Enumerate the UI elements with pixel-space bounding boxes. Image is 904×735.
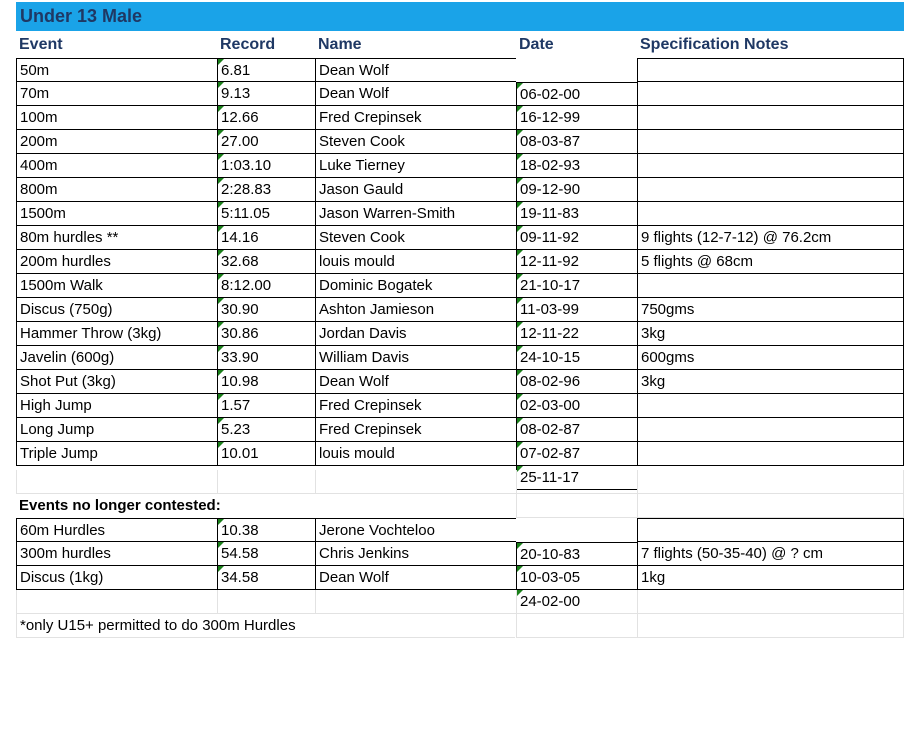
discontinued-row <box>16 566 904 610</box>
name-cell[interactable]: Dean Wolf <box>315 370 516 394</box>
notes-cell[interactable]: 750gms <box>637 298 904 322</box>
record-cell[interactable]: 8:12.00 <box>217 274 315 298</box>
notes-cell[interactable] <box>637 202 904 226</box>
record-cell[interactable]: 10.38 <box>217 518 315 542</box>
event-cell[interactable]: 70m <box>16 82 217 106</box>
notes-cell[interactable]: 3kg <box>637 322 904 346</box>
date-cell[interactable]: 24-10-15 <box>516 346 637 370</box>
date-cell[interactable]: 21-10-17 <box>516 274 637 298</box>
date-cell[interactable]: 20-10-83 <box>516 542 637 566</box>
event-cell[interactable]: 400m <box>16 154 217 178</box>
date-cell[interactable]: 08-02-87 <box>516 418 637 442</box>
record-cell[interactable]: 5.23 <box>217 418 315 442</box>
record-cell[interactable]: 9.13 <box>217 82 315 106</box>
name-cell[interactable]: Dean Wolf <box>315 566 516 590</box>
header-name: Name <box>318 36 362 53</box>
event-cell[interactable]: High Jump <box>16 394 217 418</box>
name-cell[interactable]: louis mould <box>315 442 516 466</box>
name-cell[interactable]: Chris Jenkins <box>315 542 516 566</box>
date-cell[interactable]: 19-11-83 <box>516 202 637 226</box>
record-cell[interactable]: 5:11.05 <box>217 202 315 226</box>
record-cell[interactable]: 32.68 <box>217 250 315 274</box>
date-cell[interactable]: 10-03-05 <box>516 566 637 590</box>
notes-cell[interactable] <box>637 130 904 154</box>
header-event: Event <box>19 36 63 53</box>
discontinued-title: Events no longer contested: <box>19 497 221 514</box>
record-cell[interactable]: 14.16 <box>217 226 315 250</box>
notes-cell[interactable] <box>637 178 904 202</box>
name-cell[interactable]: louis mould <box>315 250 516 274</box>
name-cell[interactable]: Steven Cook <box>315 130 516 154</box>
record-row <box>16 442 904 486</box>
name-cell[interactable]: Luke Tierney <box>315 154 516 178</box>
header-date: Date <box>519 36 554 53</box>
record-cell[interactable]: 6.81 <box>217 58 315 82</box>
notes-cell[interactable]: 5 flights @ 68cm <box>637 250 904 274</box>
event-cell[interactable]: 1500m Walk <box>16 274 217 298</box>
name-cell[interactable]: Dean Wolf <box>315 82 516 106</box>
footnote-row <box>16 614 904 638</box>
event-cell[interactable]: Shot Put (3kg) <box>16 370 217 394</box>
date-cell[interactable]: 09-11-92 <box>516 226 637 250</box>
event-cell[interactable]: Hammer Throw (3kg) <box>16 322 217 346</box>
event-cell[interactable]: 100m <box>16 106 217 130</box>
event-cell[interactable]: Long Jump <box>16 418 217 442</box>
event-cell[interactable]: 200m <box>16 130 217 154</box>
event-cell[interactable]: 60m Hurdles <box>16 518 217 542</box>
name-cell[interactable]: Dominic Bogatek <box>315 274 516 298</box>
sheet-title: Under 13 Male <box>20 6 143 26</box>
header-notes: Specification Notes <box>640 36 789 53</box>
event-cell[interactable]: 200m hurdles <box>16 250 217 274</box>
event-cell[interactable]: 50m <box>16 58 217 82</box>
event-cell[interactable]: 300m hurdles <box>16 542 217 566</box>
name-cell[interactable]: Fred Crepinsek <box>315 418 516 442</box>
date-cell[interactable]: 11-03-99 <box>516 298 637 322</box>
notes-cell[interactable] <box>637 58 904 82</box>
date-cell[interactable]: 18-02-93 <box>516 154 637 178</box>
date-cell[interactable]: 06-02-00 <box>516 82 637 106</box>
record-cell[interactable]: 30.86 <box>217 322 315 346</box>
date-cell[interactable]: 02-03-00 <box>516 394 637 418</box>
name-cell[interactable]: Ashton Jamieson <box>315 298 516 322</box>
date-cell[interactable]: 08-03-87 <box>516 130 637 154</box>
notes-cell[interactable] <box>637 418 904 442</box>
event-cell[interactable]: 1500m <box>16 202 217 226</box>
footnote: *only U15+ permitted to do 300m Hurdles <box>16 614 515 638</box>
name-cell[interactable]: Jason Gauld <box>315 178 516 202</box>
event-cell[interactable]: Discus (750g) <box>16 298 217 322</box>
record-cell[interactable]: 10.98 <box>217 370 315 394</box>
event-cell[interactable]: Discus (1kg) <box>16 566 217 590</box>
name-cell[interactable]: Steven Cook <box>315 226 516 250</box>
name-cell[interactable]: Fred Crepinsek <box>315 106 516 130</box>
notes-cell[interactable] <box>637 442 904 466</box>
date-cell[interactable]: 16-12-99 <box>516 106 637 130</box>
record-cell[interactable]: 27.00 <box>217 130 315 154</box>
event-cell[interactable]: 80m hurdles ** <box>16 226 217 250</box>
record-cell[interactable]: 10.01 <box>217 442 315 466</box>
notes-cell[interactable]: 3kg <box>637 370 904 394</box>
name-cell[interactable]: Jordan Davis <box>315 322 516 346</box>
name-cell[interactable]: William Davis <box>315 346 516 370</box>
name-cell[interactable]: Dean Wolf <box>315 58 516 82</box>
notes-cell[interactable] <box>637 154 904 178</box>
discontinued-title-row <box>16 494 904 518</box>
event-cell[interactable]: Triple Jump <box>16 442 217 466</box>
notes-cell[interactable] <box>637 82 904 106</box>
name-cell[interactable]: Jerone Vochteloo <box>315 518 516 542</box>
date-cell[interactable]: 12-11-92 <box>516 250 637 274</box>
record-cell[interactable]: 1:03.10 <box>217 154 315 178</box>
header-record: Record <box>220 36 276 53</box>
event-cell[interactable]: 800m <box>16 178 217 202</box>
notes-cell[interactable] <box>637 394 904 418</box>
record-cell[interactable]: 1.57 <box>217 394 315 418</box>
record-cell[interactable]: 34.58 <box>217 566 315 590</box>
name-cell[interactable]: Fred Crepinsek <box>315 394 516 418</box>
notes-cell[interactable] <box>637 274 904 298</box>
record-cell[interactable]: 2:28.83 <box>217 178 315 202</box>
date-cell[interactable]: 07-02-87 <box>516 442 637 466</box>
notes-cell[interactable]: 7 flights (50-35-40) @ ? cm <box>637 542 904 566</box>
date-cell[interactable]: 12-11-22 <box>516 322 637 346</box>
date-cell[interactable]: 25-11-17 <box>516 466 637 490</box>
record-cell[interactable]: 54.58 <box>217 542 315 566</box>
notes-cell[interactable]: 600gms <box>637 346 904 370</box>
notes-cell[interactable]: 9 flights (12-7-12) @ 76.2cm <box>637 226 904 250</box>
title-bar <box>16 2 904 31</box>
blank-row <box>16 470 904 494</box>
header-row <box>16 32 904 56</box>
record-cell[interactable]: 33.90 <box>217 346 315 370</box>
record-cell[interactable]: 12.66 <box>217 106 315 130</box>
record-cell[interactable]: 30.90 <box>217 298 315 322</box>
event-cell[interactable]: Javelin (600g) <box>16 346 217 370</box>
notes-cell[interactable] <box>637 106 904 130</box>
name-cell[interactable]: Jason Warren-Smith <box>315 202 516 226</box>
blank-row-2 <box>16 590 904 614</box>
notes-cell[interactable]: 1kg <box>637 566 904 590</box>
notes-cell[interactable] <box>637 518 904 542</box>
date-cell[interactable]: 08-02-96 <box>516 370 637 394</box>
date-cell[interactable]: 24-02-00 <box>516 590 637 614</box>
date-cell[interactable]: 09-12-90 <box>516 178 637 202</box>
